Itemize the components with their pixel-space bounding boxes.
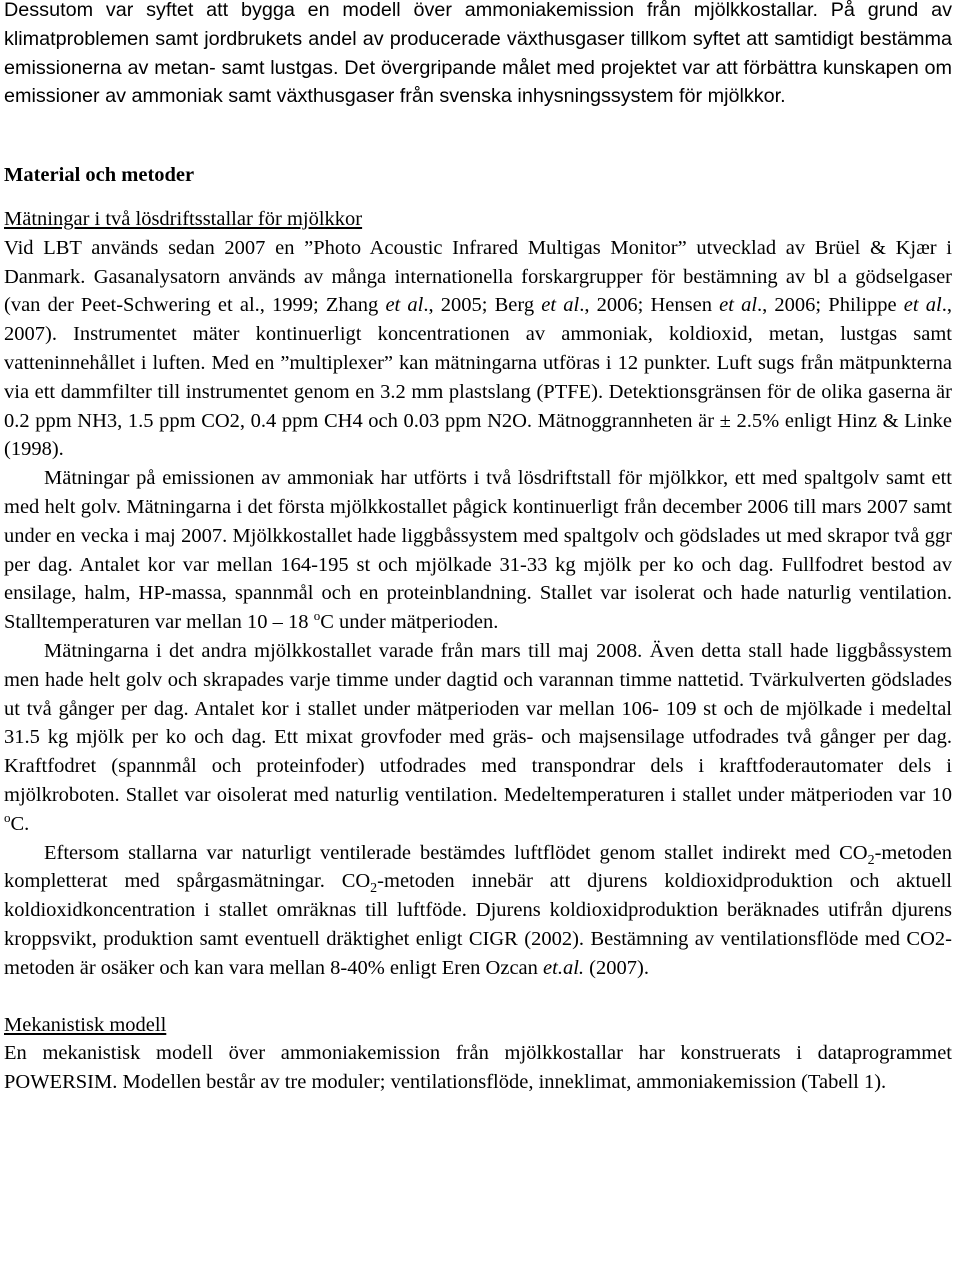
text-run: -metoden innebär att djurens koldioxidproduktion och aktuell koldioxidkoncentration i stallet omräknas till luftföde. Djurens koldioxidproduktion beräknades utifrån djurens kroppsvikt, produktion samt eventuell dräktighet enligt CIGR (2002). Bestämning av ventilationsflöde med CO2-metoden är osäker och kan vara mellan 8-40% enligt Eren Ozcan [4, 870, 952, 979]
text-run: ., 2007). Instrumentet mäter kontinuerligt koncentrationen av ammoniak, koldioxid, metan, lustgas samt vatteninnehållet i luften. Med en ”multiplexer” kan mätningarna utföras i 12 punkter. Luft sugs från mätpunkterna via ett dammfilter till instrumentet genom en 3.2 mm plastslang (PTFE). Detektionsgränsen för de olika gaserna är 0.2 ppm NH3, 1.5 ppm CO2, 0.4 ppm CH4 och 0.03 ppm N2O. Mätnoggrannheten är ± 2.5% enligt Hinz & Linke (1998). [4, 294, 952, 461]
text-run: Eftersom stallarna var naturligt ventilerade bestämdes luftflödet genom stallet indirekt med CO [44, 841, 868, 864]
degree-superscript: o [4, 809, 11, 825]
text-run: ., 2006; Philippe [757, 294, 904, 317]
subheading-model: Mekanistisk modell [4, 1013, 167, 1036]
degree-superscript: o [313, 608, 321, 624]
text-run: ., 2006; Hensen [579, 294, 720, 317]
text-run: (2007). [584, 956, 649, 979]
subscript-2: 2 [370, 881, 378, 897]
subheading-measurements: Mätningar i två lösdriftsstallar för mjölkkor [4, 207, 363, 230]
italic-etal: et al [541, 294, 580, 317]
italic-etal: et al [385, 294, 424, 317]
text-run: ., 2005; Berg [423, 294, 542, 317]
subscript-2: 2 [867, 852, 875, 868]
text-run: -metoden kompletterat med spårgasmätningar. CO [4, 841, 952, 893]
italic-etal: et al [903, 294, 942, 317]
paragraph-second-barn [4, 637, 952, 839]
intro-paragraph: Dessutom var syftet att bygga en modell över ammoniakemission från mjölkkostallar. På grund av klimatproblemen samt jordbrukets andel av producerade växthusgaser tillkom syftet att samtidigt bestämma emissionerna av metan- samt lustgas. Det övergripande målet med projektet var att förbättra kunskapen om emissioner av ammoniak samt växthusgaser från svenska inhysningssystem för mjölkkor. [4, 0, 952, 108]
paragraph-model: En mekanistisk modell över ammoniakemission från mjölkkostallar har konstruerats i dataprogrammet POWERSIM. Modellen består av tre moduler; ventilationsflöde, inneklimat, ammoniakemission (Tabell 1). [4, 1042, 952, 1094]
paragraph-ventilation [4, 839, 952, 983]
paragraph-first-barn [4, 464, 952, 637]
section-heading: Material och metoder [4, 164, 195, 187]
paragraph-instrument [4, 234, 952, 464]
italic-etal: et al [719, 294, 758, 317]
text-run: C. [10, 812, 30, 835]
text-run: Mätningar på emissionen av ammoniak har utförts i två lösdriftstall för mjölkkor, ett med spaltgolv samt ett med helt golv. Mätningarna i det första mjölkkostallet pågick kontinuerligt från december 2006 till mars 2007 samt under en vecka i maj 2007. Mjölkkostallet hade liggbåssystem med spaltgolv och gödslades ut med skrapor två ggr per dag. Antalet kor var mellan 164-195 st och mjölkade 31-33 kg mjölk per ko och dag. Fullfodret bestod av ensilage, halm, HP-massa, spannmål och en proteinblandning. Stallet var isolerat och hade naturlig ventilation. Stalltemperaturen var mellan 10 – 18 [4, 467, 952, 634]
text-run: Vid LBT används sedan 2007 en ”Photo Acoustic Infrared Multigas Monitor” utvecklad av Brüel & Kjær i Danmark. Gasanalysatorn används av många internationella forskargrupper för bestämning av bl a gödselgaser (van der Peet-Schwering et al., 1999; Zhang [4, 236, 952, 317]
text-run: C under mätperioden. [320, 611, 499, 634]
italic-etal: et.al. [543, 956, 585, 979]
text-run: Mätningarna i det andra mjölkkostallet varade från mars till maj 2008. Även detta stall hade liggbåssystem men hade helt golv och skrapades varje timme under dagtid och varannan timme nattetid. Tvärkulverten gödslades ut två gånger per dag. Antalet kor i stallet under mätperioden var mellan 106- 109 st och de mjölkade i medeltal 31.5 kg mjölk per ko och dag. Ett mixat grovfoder med gräs- och majsensilage utfodrades två gånger per dag. Kraftfodret (spannmål och proteinfoder) utfodrades med transpondrar dels i kraftfoderautomater dels i mjölkroboten. Stallet var oisolerat med naturlig ventilation. Medeltemperaturen i stallet under mätperioden var 10 [4, 639, 952, 806]
